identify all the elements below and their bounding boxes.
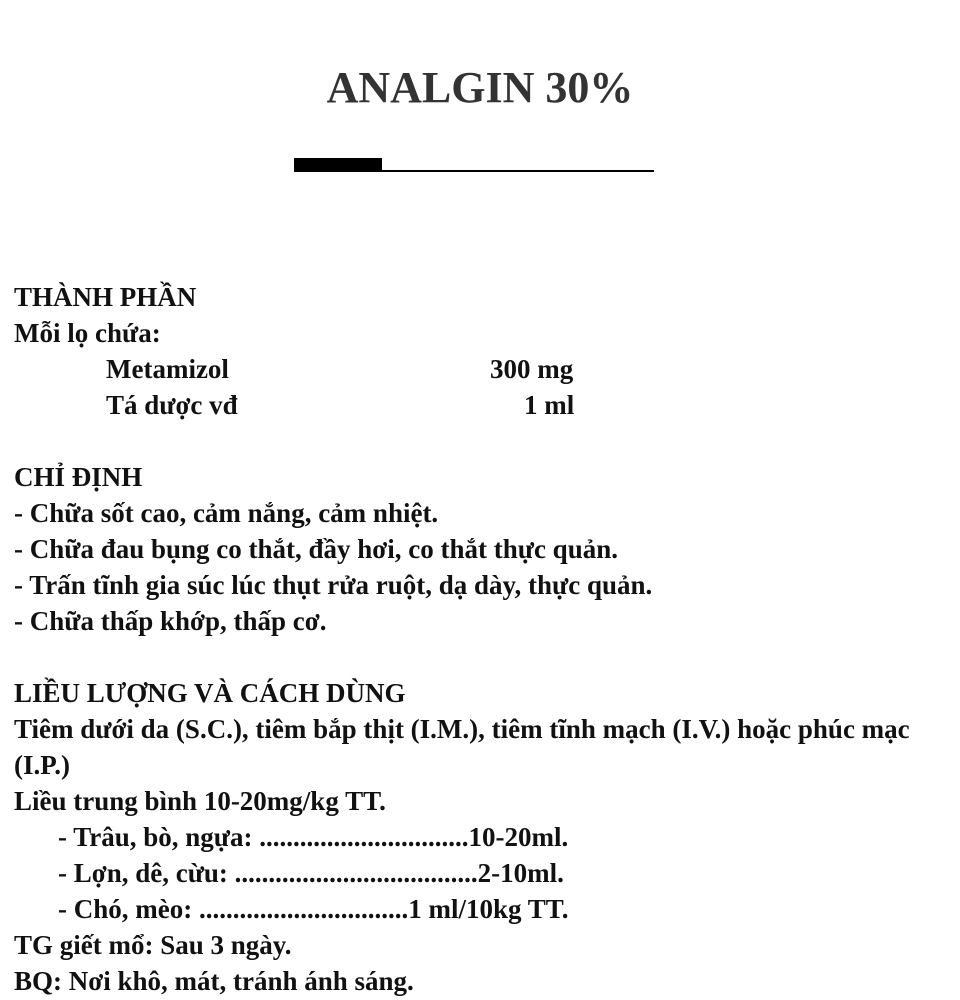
indication-item: - Chữa thấp khớp, thấp cơ. <box>14 606 327 636</box>
indications-heading: CHỈ ĐỊNH <box>14 462 143 492</box>
dosage-average: Liều trung bình 10-20mg/kg TT. <box>14 786 386 816</box>
dosage-species-item: - Trâu, bò, ngựa: ...............................10-20ml. <box>58 822 569 852</box>
dosage-heading: LIỀU LƯỢNG VÀ CÁCH DÙNG <box>14 678 406 708</box>
storage-instructions: BQ: Nơi khô, mát, tránh ánh sáng. <box>14 966 414 996</box>
underline-thin-segment <box>382 170 654 172</box>
indication-item: - Chữa sốt cao, cảm nắng, cảm nhiệt. <box>14 498 439 528</box>
spacer <box>14 423 944 459</box>
dosage-route: Tiêm dưới da (S.C.), tiêm bắp thịt (I.M.), tiêm tĩnh mạch (I.V.) hoặc phúc mạc (I.P.) <box>14 714 910 780</box>
ingredient-amount: 300 mg <box>490 354 574 384</box>
indication-item: - Chữa đau bụng co thắt, đầy hơi, co thắt thực quản. <box>14 534 618 564</box>
dosage-species-item: - Lợn, dê, cừu: ....................................2-10ml. <box>58 858 564 888</box>
composition-intro: Mỗi lọ chứa: <box>14 318 161 348</box>
product-title: ANALGIN 30% <box>326 63 634 112</box>
indication-item: - Trấn tĩnh gia súc lúc thụt rửa ruột, dạ dày, thực quản. <box>14 570 653 600</box>
spacer <box>14 639 944 675</box>
underline-thick-segment <box>294 158 382 172</box>
title-underline <box>294 158 654 174</box>
ingredient-amount: 1 ml <box>524 390 575 420</box>
dosage-species-item: - Chó, mèo: ...............................1 ml/10kg TT. <box>58 894 569 924</box>
ingredient-row <box>14 387 944 423</box>
ingredient-name: Metamizol <box>106 354 229 384</box>
composition-heading: THÀNH PHẦN <box>14 282 197 312</box>
ingredient-name: Tá dược vđ <box>106 390 238 420</box>
leaflet-body <box>14 279 944 999</box>
withdrawal-period: TG giết mổ: Sau 3 ngày. <box>14 930 292 960</box>
ingredient-row <box>14 351 944 387</box>
